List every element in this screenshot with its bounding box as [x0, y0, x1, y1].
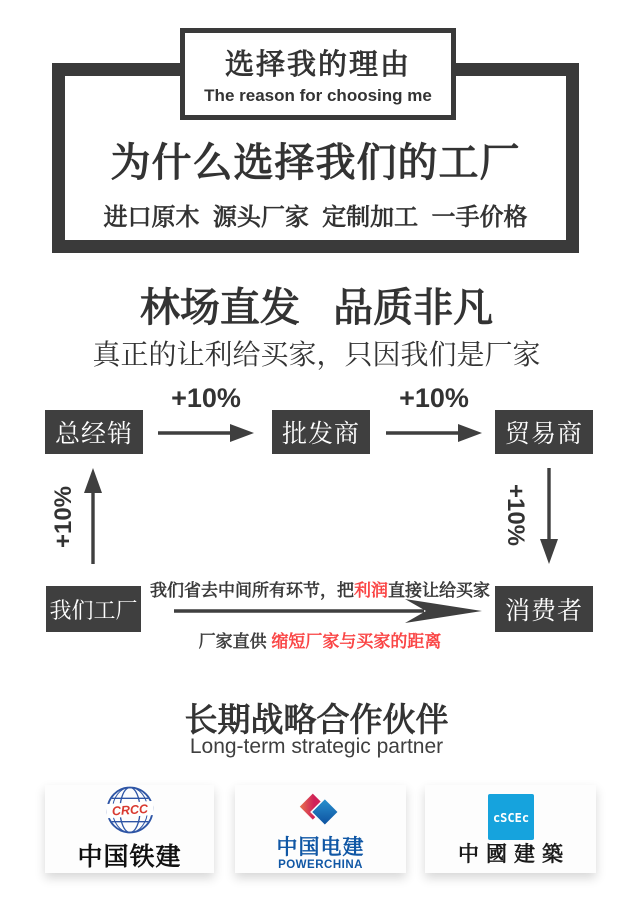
partner-card-powerchina — [235, 785, 406, 873]
increment-label-left: +10% — [50, 485, 77, 549]
powerchina-wordmark: POWERCHINA — [278, 858, 363, 871]
long-right-arrow-icon — [172, 598, 482, 626]
powerchina-diamonds-icon — [292, 786, 350, 836]
partners-subtitle: Long-term strategic partner — [189, 735, 444, 758]
hero-title: 为什么选择我们的工厂 — [110, 141, 521, 185]
hero-subtitle: 进口原木 源头厂家 定制加工 一手价格 — [103, 204, 528, 231]
partner-card-cscec — [425, 785, 596, 873]
partner-card-crcc — [45, 785, 214, 873]
right-arrow-icon — [386, 423, 482, 443]
flow-caption — [147, 627, 493, 652]
flow-message-highlight: 利润 — [354, 581, 388, 600]
hero-tab — [180, 28, 456, 120]
crcc-globe-icon — [101, 785, 159, 835]
partner-name-crcc: 中国铁建 — [77, 843, 182, 871]
partner-name-powerchina: 中国电建 — [276, 835, 365, 859]
cscec-emblem-icon — [488, 794, 534, 840]
up-arrow-icon — [80, 468, 106, 564]
increment-label-right: +10% — [502, 483, 529, 547]
right-arrow-icon — [158, 423, 254, 443]
flow-node-wholesaler: 批发商 — [272, 410, 370, 454]
cscec-emblem-letters: cSCEc — [492, 810, 529, 825]
partners-title: 长期战略合作伙伴 — [184, 701, 449, 738]
intro-title: 林场直发 品质非凡 — [139, 286, 494, 330]
flow-node-our-factory: 我们工厂 — [46, 586, 141, 632]
down-arrow-icon — [536, 468, 562, 564]
hero-tab-subtitle: The reason for choosing me — [204, 86, 432, 105]
flow-message-suffix: 直接让给买家 — [388, 581, 490, 600]
flow-message-prefix: 我们省去中间所有环节，把 — [150, 581, 354, 600]
flow-node-trader: 贸易商 — [495, 410, 593, 454]
intro-subtitle: 真正的让利给买家，只因我们是厂家 — [92, 339, 541, 370]
increment-label-2: +10% — [399, 383, 469, 413]
flow-node-consumer: 消费者 — [495, 586, 593, 632]
flow-caption-highlight: 缩短厂家与买家的距离 — [271, 632, 442, 651]
hero-tab-title: 选择我的理由 — [224, 49, 411, 81]
partner-name-cscec: 中國建築 — [458, 841, 570, 866]
crcc-wordmark: CRCC — [111, 801, 149, 819]
flow-node-general-distributor: 总经销 — [45, 410, 143, 454]
increment-label-1: +10% — [171, 383, 241, 413]
flow-caption-prefix: 厂家直供 — [198, 632, 272, 651]
